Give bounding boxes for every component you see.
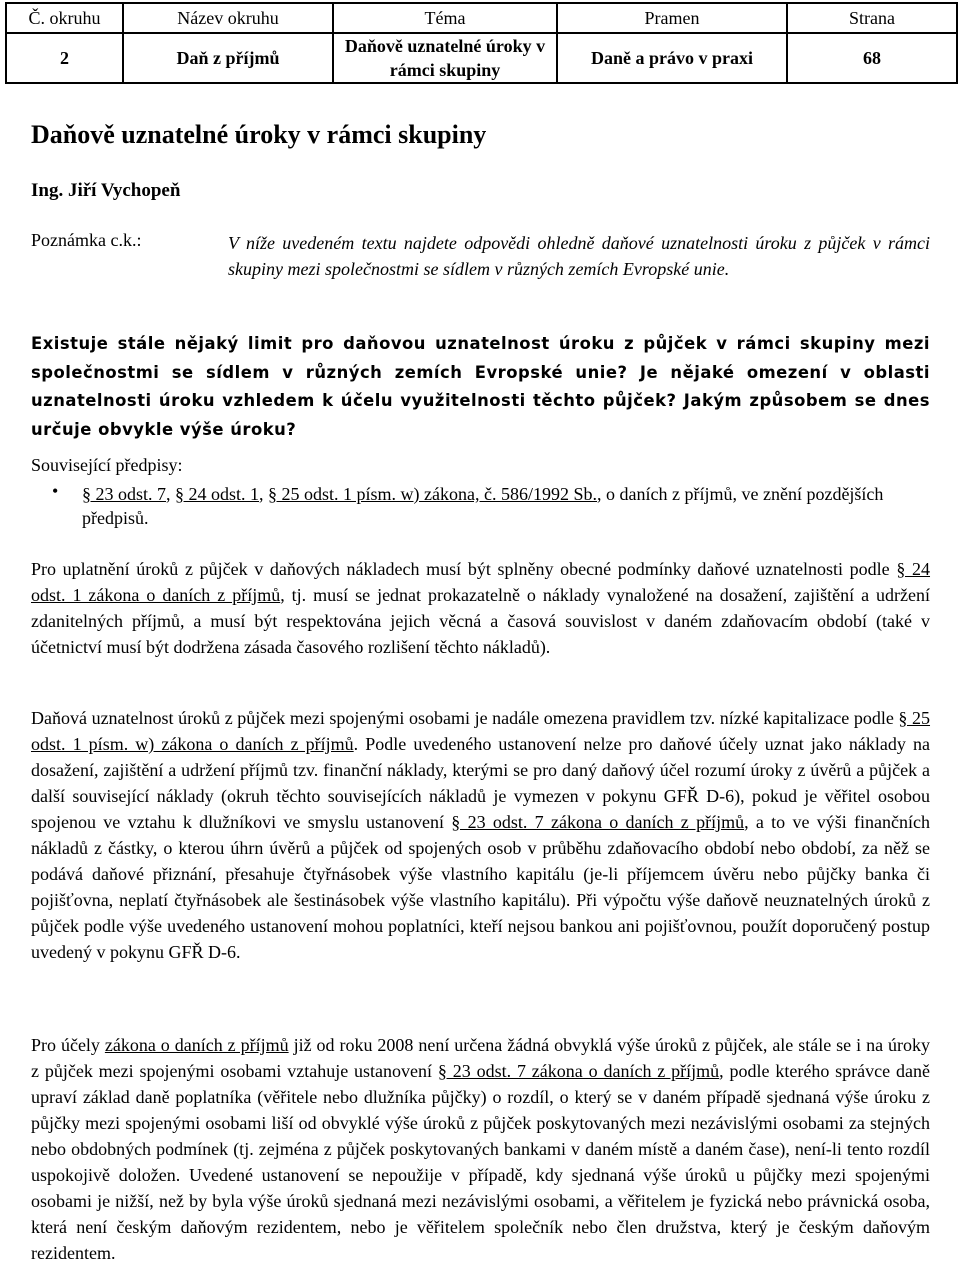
reference-link[interactable]: § 25 odst. 1 písm. w) zákona, č. 586/1992 Sb.: [268, 484, 598, 504]
article-author: Ing. Jiří Vychopeň: [31, 180, 181, 201]
paragraph-text: , podle kterého správce daně upraví základ daně poplatníka (věřitele nebo dlužníka půjčky) o rozdíl, o který se v daném případě sjednaná výše úroku z půjčky mezi spojenými osobami liší od obvyklé výše úroků z půjček poskytovaných mezi nezávislými osobami za stejných nebo obdobných podmínek (tj. zejména z půjček poskytovaných bankami v daném místě a daném čase), není-li tento rozdíl uspokojivě doložen. Uvedené ustanovení se nepoužije v případě, kdy sjednaná výše úroků u půjčky mezi spojenými osobami je nižší, než by byla výše úroků sjednaná mezi nezávislými osobami, a věřitelem je fyzická nebo právnická osoba, která není českým daňovým rezidentem, nebo je věřitelem společník nebo člen družstva, který je českým daňovým rezidentem.: [31, 1061, 930, 1263]
header-col-source: Pramen: [557, 3, 787, 33]
related-regulations-suffix: , o daních z příjmů, ve znění pozdějších předpisů.: [82, 484, 884, 528]
paragraph-text: Pro uplatnění úroků z půjček v daňových nákladech musí být splněny obecné podmínky daňové uznatelnosti podle: [31, 559, 897, 579]
related-regulations-heading: Související předpisy:: [31, 455, 183, 475]
paragraph-2: [31, 705, 930, 965]
article-title: Daňově uznatelné úroky v rámci skupiny: [31, 120, 487, 149]
law-reference-link[interactable]: § 24 odst. 1 zákona o daních z příjmů: [31, 559, 931, 605]
law-reference-link[interactable]: § 25 odst. 1 písm. w) zákona o daních z příjmů: [31, 708, 931, 754]
bullet-icon: •: [52, 481, 59, 501]
reference-link[interactable]: § 23 odst. 7: [82, 484, 167, 504]
note-text: V níže uvedeném textu najdete odpovědi ohledně daňové uznatelnosti úroku z půjček v rámci skupiny mezi společnostmi se sídlem v různých zemích Evropské unie.: [228, 233, 930, 279]
header-col-topic: Téma: [333, 3, 557, 33]
law-reference-link[interactable]: zákona o daních z příjmů: [104, 1035, 289, 1055]
paragraph-text: , tj. musí se jednat prokazatelně o náklady vynaložené na dosažení, zajištění a udržení zdanitelných příjmů, a musí být respektována jejich věcná a časová souvislost v daném zdaňovacím období (také v účetnictví musí být dodržena zásada časového rozlišení těchto nákladů).: [31, 585, 930, 657]
paragraph-text: Pro účely: [31, 1035, 105, 1055]
header-col-area-name: Název okruhu: [123, 3, 333, 33]
header-col-page: Strana: [787, 3, 957, 33]
header-labels-row: [6, 3, 957, 33]
paragraph-text: . Podle uvedeného ustanovení nelze pro daňové účely uznat jako náklady na dosažení, zajištění a udržení příjmů tzv. finanční náklady, kterými se pro daný daňový účel rozumí úroky z úvěrů a půjček a další související náklady (okruh těchto souvisejících nákladů je vymezen v pokynu GFŘ D-6), pokud je věřitel osobou spojenou ve vztahu k dlužníkovi ve smyslu ustanovení: [31, 734, 930, 832]
header-table: [5, 2, 958, 84]
related-regulations-item: [82, 482, 930, 530]
separator: ,: [166, 484, 176, 504]
law-reference-link[interactable]: § 23 odst. 7 zákona o daních z příjmů: [437, 1061, 720, 1081]
paragraph-text: , a to ve výši finančních nákladů z částky, o kterou úhrn úvěrů a půjček od spojených osob v průběhu zdaňovacího období nebo období, za něž se podává daňové přiznání, přesahuje čtyřnásobek výše vlastního kapitálu (je-li příjemcem úvěru nebo půjčky banka či pojišťovna, neplatí čtyřnásobek ale šestinásobek výše vlastního kapitálu). Při výpočtu výše daňově neuznatelných úroků z půjček podle výše uvedeného ustanovení mohou poplatníci, kteří nejsou bankou ani pojišťovnou, použít doporučený postup uvedený v pokynu GFŘ D-6.: [31, 812, 930, 962]
header-value-source: Daně a právo v praxi: [557, 33, 787, 83]
separator: ,: [259, 484, 269, 504]
header-value-area-name: Daň z příjmů: [123, 33, 333, 83]
header-value-topic: Daňově uznatelné úroky v rámci skupiny: [333, 33, 557, 83]
header-value-page: 68: [787, 33, 957, 83]
paragraph-text: Daňová uznatelnost úroků z půjček mezi spojenými osobami je nadále omezena pravidlem tzv. nízké kapitalizace podle: [31, 708, 899, 728]
paragraph-1: [31, 556, 930, 660]
header-col-number: Č. okruhu: [6, 3, 123, 33]
note-label: Poznámka c.k.:: [31, 230, 142, 250]
paragraph-3: [31, 1032, 930, 1266]
header-value-number: 2: [6, 33, 123, 83]
question-text: Existuje stále nějaký limit pro daňovou uznatelnost úroku z půjček v rámci skupiny mezi společnostmi se sídlem v různých zemích Evropské unie? Je nějaké omezení v oblasti uznatelnosti úroku vzhledem k účelu využitelnosti těchto půjček? Jakým způsobem se dnes určuje obvykle výše úroku?: [31, 334, 930, 439]
paragraph-text: již od roku 2008 není určena žádná obvyklá výše úroků z půjček, ale stále se i na úroky z půjček mezi spojenými osobami vztahuje ustanovení: [31, 1035, 931, 1081]
header-values-row: [6, 33, 957, 83]
reference-link[interactable]: § 24 odst. 1: [175, 484, 260, 504]
law-reference-link[interactable]: § 23 odst. 7 zákona o daních z příjmů: [451, 812, 745, 832]
